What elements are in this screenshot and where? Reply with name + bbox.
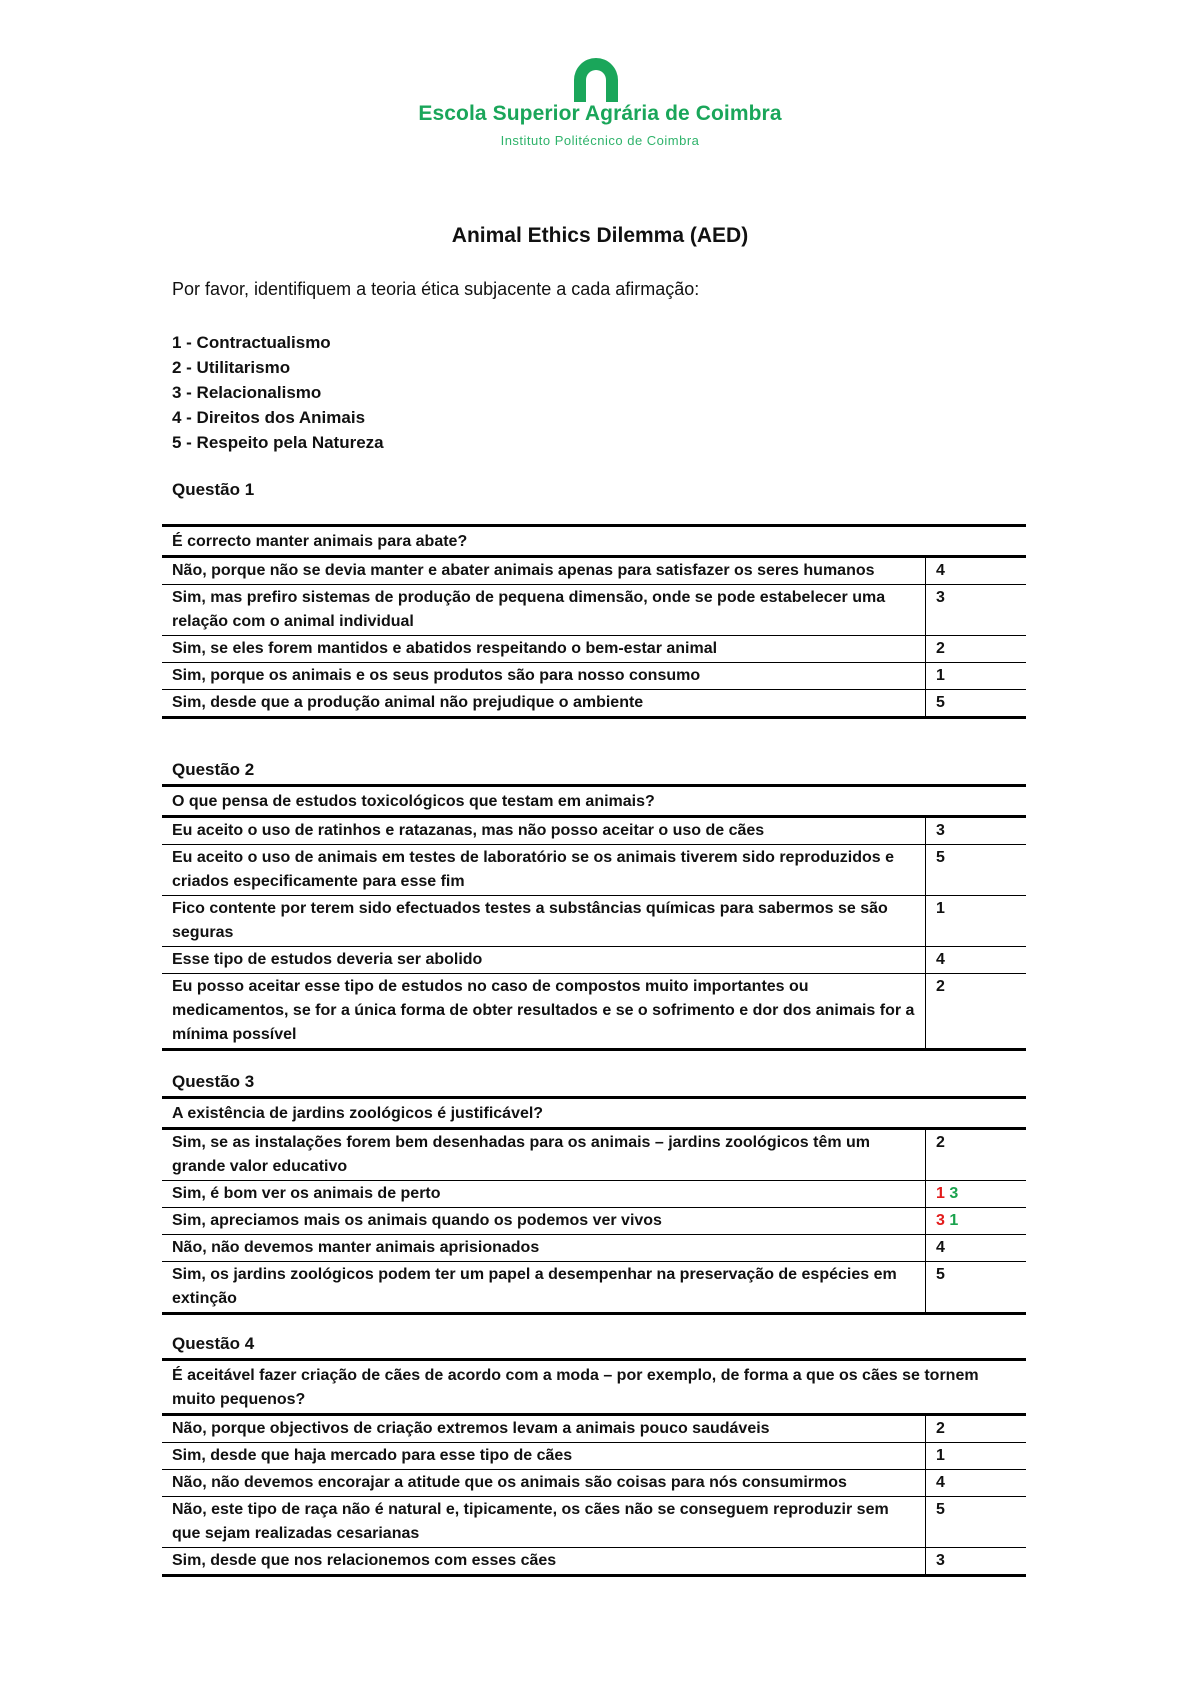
table-row: [162, 817, 1026, 845]
school-logo: [400, 58, 800, 158]
answer-value: 1: [926, 896, 1027, 947]
answer-value: 3: [926, 817, 1027, 845]
answer-text: Não, não devemos manter animais aprisionados: [162, 1235, 926, 1262]
question-1-label: Questão 1: [172, 480, 255, 499]
theory-item: 2 - Utilitarismo: [172, 358, 291, 377]
table-row: [162, 1262, 1026, 1314]
table-row: [162, 896, 1026, 947]
table-row: [162, 663, 1026, 690]
question-prompt: É correcto manter animais para abate?: [162, 526, 1026, 557]
school-arch-icon: [568, 58, 624, 102]
answer-value: 5: [926, 1497, 1027, 1548]
answer-value: 3: [926, 1548, 1027, 1576]
table-row: [162, 1235, 1026, 1262]
theory-item: 1 - Contractualismo: [172, 333, 331, 352]
table-row: [162, 1129, 1026, 1181]
answer-text: Fico contente por terem sido efectuados testes a substâncias químicas para sabermos se são seguras: [162, 896, 926, 947]
answer-value: 4: [926, 947, 1027, 974]
answer-text: Esse tipo de estudos deveria ser abolido: [162, 947, 926, 974]
table-row: [162, 1470, 1026, 1497]
answer-value: 5: [926, 845, 1027, 896]
answer-text: Sim, mas prefiro sistemas de produção de pequena dimensão, onde se pode estabelecer uma relação com o animal individual: [162, 585, 926, 636]
question-3-label: Questão 3: [172, 1072, 255, 1091]
question-prompt: É aceitável fazer criação de cães de acordo com a moda – por exemplo, de forma a que os cães se tornem muito pequenos?: [162, 1360, 1026, 1415]
table-row: [162, 636, 1026, 663]
question-1-table: [162, 524, 1026, 719]
table-row: [162, 1548, 1026, 1576]
answer-text: Sim, apreciamos mais os animais quando os podemos ver vivos: [162, 1208, 926, 1235]
logo-institute-name: Instituto Politécnico de Coimbra: [500, 133, 700, 148]
answer-value-green: 1: [949, 1212, 959, 1229]
question-2-label: Questão 2: [172, 760, 255, 779]
answer-value: 1: [926, 1443, 1027, 1470]
question-prompt: A existência de jardins zoológicos é justificável?: [162, 1098, 1026, 1129]
logo-school-name: Escola Superior Agrária de Coimbra: [418, 102, 782, 125]
answer-value: 3: [926, 585, 1027, 636]
answer-value: 4: [926, 557, 1027, 585]
answer-value: 4: [926, 1235, 1027, 1262]
answer-text: Sim, desde que nos relacionemos com esses cães: [162, 1548, 926, 1576]
answer-text: Eu aceito o uso de ratinhos e ratazanas, mas não posso aceitar o uso de cães: [162, 817, 926, 845]
question-4-label: Questão 4: [172, 1334, 255, 1353]
answer-text: Eu posso aceitar esse tipo de estudos no caso de compostos muito importantes ou medicamentos, se for a única forma de obter resultados e se o sofrimento e dor dos animais for a mínima possível: [162, 974, 926, 1050]
theory-item: 3 - Relacionalismo: [172, 383, 322, 402]
answer-text: Não, não devemos encorajar a atitude que os animais são coisas para nós consumirmos: [162, 1470, 926, 1497]
answer-value: 2: [926, 636, 1027, 663]
question-3-table: [162, 1096, 1026, 1315]
answer-text: Sim, desde que a produção animal não prejudique o ambiente: [162, 690, 926, 718]
answer-value-green: 3: [949, 1185, 959, 1202]
table-row: [162, 974, 1026, 1050]
answer-text: Sim, os jardins zoológicos podem ter um papel a desempenhar na preservação de espécies em extinção: [162, 1262, 926, 1314]
question-4-table: [162, 1358, 1026, 1577]
question-prompt: O que pensa de estudos toxicológicos que testam em animais?: [162, 786, 1026, 817]
table-row: [162, 1497, 1026, 1548]
answer-value: 2: [926, 1129, 1027, 1181]
answer-value-red: 3: [936, 1212, 945, 1229]
table-row: [162, 690, 1026, 718]
answer-text: Sim, se eles forem mantidos e abatidos respeitando o bem-estar animal: [162, 636, 926, 663]
answer-value: 2: [926, 974, 1027, 1050]
theory-item: 5 - Respeito pela Natureza: [172, 433, 384, 452]
instruction-text: Por favor, identifiquem a teoria ética subjacente a cada afirmação:: [172, 279, 700, 299]
table-row: [162, 585, 1026, 636]
table-row: [162, 947, 1026, 974]
answer-value: 5: [926, 690, 1027, 718]
table-row: [162, 1208, 1026, 1235]
table-row: [162, 1415, 1026, 1443]
theory-list: [172, 330, 384, 455]
answer-text: Eu aceito o uso de animais em testes de laboratório se os animais tiverem sido reproduzidos e criados especificamente para esse fim: [162, 845, 926, 896]
answer-value: 5: [926, 1262, 1027, 1314]
answer-text: Não, porque não se devia manter e abater animais apenas para satisfazer os seres humanos: [162, 557, 926, 585]
table-row: [162, 557, 1026, 585]
answer-text: Sim, se as instalações forem bem desenhadas para os animais – jardins zoológicos têm um grande valor educativo: [162, 1129, 926, 1181]
answer-text: Sim, desde que haja mercado para esse tipo de cães: [162, 1443, 926, 1470]
page-title: Animal Ethics Dilemma (AED): [451, 224, 749, 247]
answer-value: 1: [926, 663, 1027, 690]
answer-value: 4: [926, 1470, 1027, 1497]
answer-value-pair: [926, 1181, 1027, 1208]
answer-text: Não, porque objectivos de criação extremos levam a animais pouco saudáveis: [162, 1415, 926, 1443]
answer-value-pair: [926, 1208, 1027, 1235]
question-2-table: [162, 784, 1026, 1051]
answer-text: Sim, é bom ver os animais de perto: [162, 1181, 926, 1208]
table-row: [162, 1181, 1026, 1208]
answer-value: 2: [926, 1415, 1027, 1443]
theory-item: 4 - Direitos dos Animais: [172, 408, 366, 427]
answer-text: Não, este tipo de raça não é natural e, tipicamente, os cães não se conseguem reproduzir sem que sejam realizadas cesarianas: [162, 1497, 926, 1548]
answer-value-red: 1: [936, 1185, 945, 1202]
table-row: [162, 1443, 1026, 1470]
table-row: [162, 845, 1026, 896]
answer-text: Sim, porque os animais e os seus produtos são para nosso consumo: [162, 663, 926, 690]
